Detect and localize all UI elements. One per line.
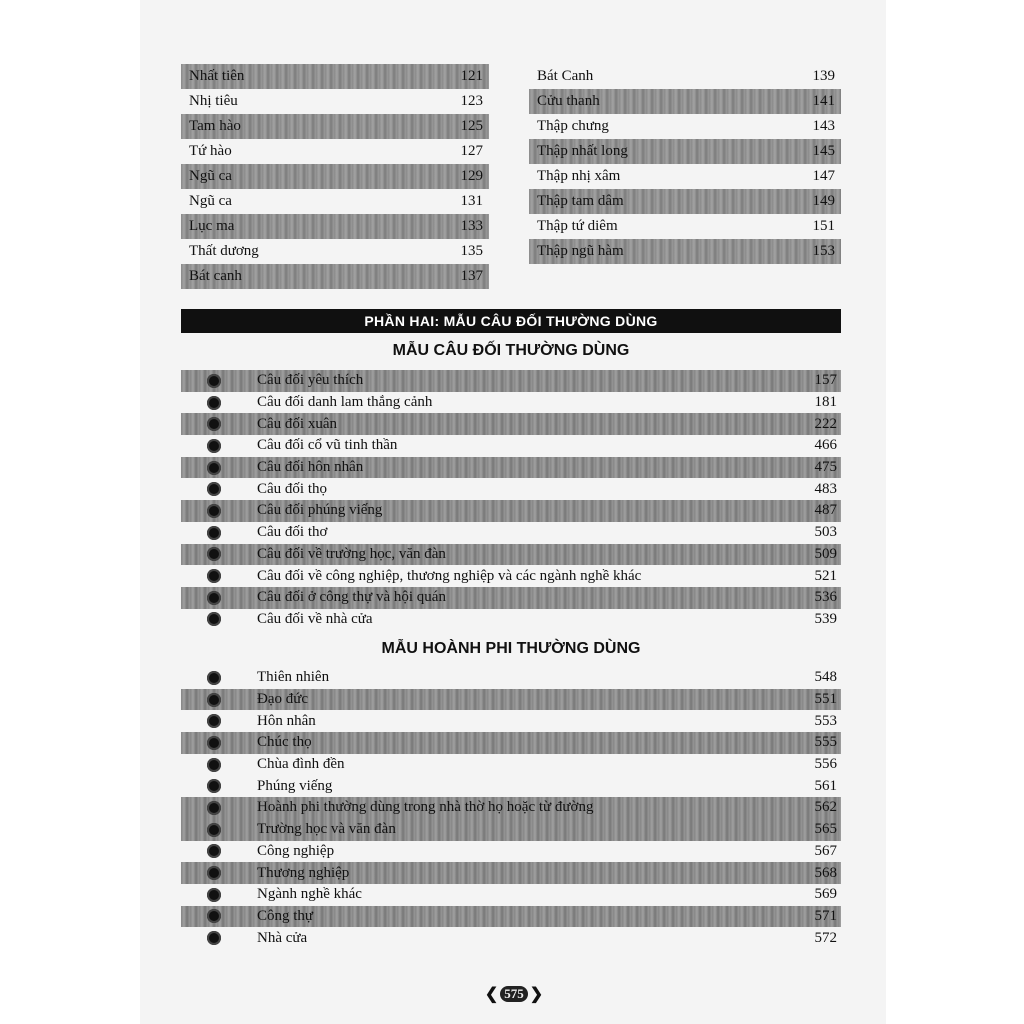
bullet-icon [207, 439, 221, 453]
toc-row [529, 139, 841, 164]
toc-page: 125 [460, 118, 483, 134]
bullet-icon [207, 931, 221, 945]
item-label: Câu đối ở công thự và hội quán [257, 589, 446, 606]
item-page: 483 [814, 480, 837, 497]
toc-page: 145 [812, 143, 835, 159]
item-label: Chúc thọ [257, 734, 312, 751]
item-label: Câu đối hôn nhân [257, 459, 364, 476]
bullet-icon [207, 779, 221, 793]
list-item [181, 797, 841, 819]
item-label: Thương nghiệp [257, 864, 350, 881]
item-page: 567 [814, 842, 837, 859]
item-label: Câu đối cổ vũ tinh thần [257, 437, 398, 454]
bullet-icon [207, 461, 221, 475]
toc-label: Nhị tiêu [189, 93, 238, 109]
list-item [181, 710, 841, 732]
bullet-icon [207, 417, 221, 431]
bullet-icon [207, 736, 221, 750]
item-page: 561 [814, 777, 837, 794]
toc-row [529, 164, 841, 189]
list-item [181, 775, 841, 797]
list-item [181, 906, 841, 928]
toc-page: 133 [460, 218, 483, 234]
item-page: 487 [814, 502, 837, 519]
item-page: 539 [814, 610, 837, 627]
list-item [181, 370, 841, 392]
page-number-value: 575 [500, 986, 528, 1002]
item-page: 466 [814, 437, 837, 454]
page-number [486, 983, 542, 1005]
toc-label: Cửu thanh [537, 93, 600, 109]
toc-page: 127 [460, 143, 483, 159]
toc-page: 123 [460, 93, 483, 109]
item-page: 157 [814, 372, 837, 389]
item-label: Câu đối yêu thích [257, 372, 364, 389]
item-page: 551 [814, 691, 837, 708]
item-page: 565 [814, 821, 837, 838]
item-page: 536 [814, 589, 837, 606]
toc-row [529, 189, 841, 214]
item-label: Thiên nhiên [257, 669, 330, 686]
list-item [181, 565, 841, 587]
item-label: Công nghiệp [257, 842, 335, 859]
list-item [181, 522, 841, 544]
toc-label: Thập chưng [537, 118, 609, 134]
item-label: Câu đối danh lam thắng cảnh [257, 394, 433, 411]
toc-row [181, 139, 489, 164]
list-item [181, 841, 841, 863]
toc-row [181, 214, 489, 239]
item-label: Ngành nghề khác [257, 886, 362, 903]
toc-label: Lục ma [189, 218, 235, 234]
toc-row [181, 114, 489, 139]
bullet-icon [207, 396, 221, 410]
toc-row [529, 214, 841, 239]
item-page: 222 [814, 415, 837, 432]
item-label: Câu đối thọ [257, 480, 327, 497]
toc-row [529, 64, 841, 89]
toc-label: Ngũ ca [189, 168, 232, 184]
list-item [181, 862, 841, 884]
item-label: Câu đối về trường học, văn đàn [257, 545, 446, 562]
toc-row [181, 189, 489, 214]
toc-label: Tứ hào [189, 143, 232, 159]
list-item [181, 500, 841, 522]
toc-label: Thập tứ diêm [537, 218, 618, 234]
bullet-icon [207, 671, 221, 685]
item-label: Câu đối thơ [257, 524, 328, 541]
toc-label: Ngũ ca [189, 193, 232, 209]
section1-list [181, 370, 841, 630]
bullet-icon [207, 482, 221, 496]
list-item [181, 413, 841, 435]
item-label: Nhà cửa [257, 929, 308, 946]
item-page: 181 [814, 394, 837, 411]
toc-page: 149 [812, 193, 835, 209]
toc-row [181, 239, 489, 264]
toc-row [529, 114, 841, 139]
bullet-icon [207, 526, 221, 540]
section-title: MẪU CÂU ĐỐI THƯỜNG DÙNG [392, 342, 630, 359]
toc-label: Thập tam dâm [537, 193, 624, 209]
item-label: Đạo đức [257, 691, 309, 708]
list-item [181, 587, 841, 609]
toc-page: 121 [460, 68, 483, 84]
list-item [181, 457, 841, 479]
item-page: 562 [814, 799, 837, 816]
item-label: Chùa đình đền [257, 756, 345, 773]
item-page: 521 [814, 567, 837, 584]
part-banner: PHẦN HAI: MẪU CÂU ĐỐI THƯỜNG DÙNG [181, 309, 841, 333]
item-label: Hôn nhân [257, 712, 316, 729]
toc-page: 147 [812, 168, 835, 184]
item-page: 553 [814, 712, 837, 729]
toc-page: 131 [460, 193, 483, 209]
toc-label: Thập nhất long [537, 143, 628, 159]
toc-label: Bát Canh [537, 68, 594, 84]
list-item [181, 732, 841, 754]
item-label: Câu đối xuân [257, 415, 337, 432]
list-item [181, 927, 841, 949]
item-label: Hoành phi thường dùng trong nhà thờ họ hoặc từ đường [257, 799, 594, 816]
toc-row [529, 239, 841, 264]
toc-row [181, 164, 489, 189]
toc-row [181, 264, 489, 289]
toc-label: Nhất tiên [189, 68, 245, 84]
item-label: Câu đối về nhà cửa [257, 610, 373, 627]
bullet-icon [207, 547, 221, 561]
bullet-icon [207, 823, 221, 837]
list-item [181, 392, 841, 414]
bullet-icon [207, 844, 221, 858]
item-page: 568 [814, 864, 837, 881]
item-page: 555 [814, 734, 837, 751]
toc-row [181, 89, 489, 114]
toc-page: 151 [812, 218, 835, 234]
item-label: Câu đối về công nghiệp, thương nghiệp và các ngành nghề khác [257, 567, 642, 584]
toc-page: 139 [812, 68, 835, 84]
item-page: 572 [814, 929, 837, 946]
bullet-icon [207, 569, 221, 583]
item-label: Câu đối phúng viếng [257, 502, 383, 519]
toc-label: Bát canh [189, 268, 242, 284]
bullet-icon [207, 374, 221, 388]
list-item [181, 819, 841, 841]
bullet-icon [207, 758, 221, 772]
bullet-icon [207, 504, 221, 518]
toc-row [181, 64, 489, 89]
toc-page: 153 [812, 243, 835, 259]
toc-label: Tam hào [189, 118, 241, 134]
item-label: Trường học và văn đàn [257, 821, 396, 838]
toc-page: 129 [460, 168, 483, 184]
toc-row [529, 89, 841, 114]
bullet-icon [207, 612, 221, 626]
item-page: 548 [814, 669, 837, 686]
list-item [181, 609, 841, 631]
list-item [181, 667, 841, 689]
item-page: 556 [814, 756, 837, 773]
bullet-icon [207, 693, 221, 707]
list-item [181, 435, 841, 457]
chevron-right-icon: ❯ [529, 986, 544, 1003]
toc-page: 135 [460, 243, 483, 259]
item-page: 475 [814, 459, 837, 476]
list-item [181, 884, 841, 906]
list-item [181, 754, 841, 776]
bullet-icon [207, 888, 221, 902]
toc-page: 141 [812, 93, 835, 109]
item-label: Công thự [257, 907, 314, 924]
list-item [181, 689, 841, 711]
chevron-left-icon: ❮ [484, 986, 499, 1003]
bullet-icon [207, 714, 221, 728]
list-item [181, 478, 841, 500]
bullet-icon [207, 866, 221, 880]
list-item [181, 544, 841, 566]
toc-right-column [529, 64, 841, 264]
section2-list [181, 667, 841, 949]
item-page: 503 [814, 524, 837, 541]
toc-page: 143 [812, 118, 835, 134]
section-title: MẪU HOÀNH PHI THƯỜNG DÙNG [381, 640, 641, 657]
toc-left-column [181, 64, 489, 289]
toc-label: Thập nhị xâm [537, 168, 621, 184]
item-page: 571 [814, 907, 837, 924]
toc-label: Thập ngũ hàm [537, 243, 624, 259]
item-label: Phúng viếng [257, 777, 333, 794]
item-page: 509 [814, 545, 837, 562]
bullet-icon [207, 909, 221, 923]
toc-label: Thất dương [189, 243, 259, 259]
bullet-icon [207, 591, 221, 605]
bullet-icon [207, 801, 221, 815]
item-page: 569 [814, 886, 837, 903]
toc-page: 137 [460, 268, 483, 284]
